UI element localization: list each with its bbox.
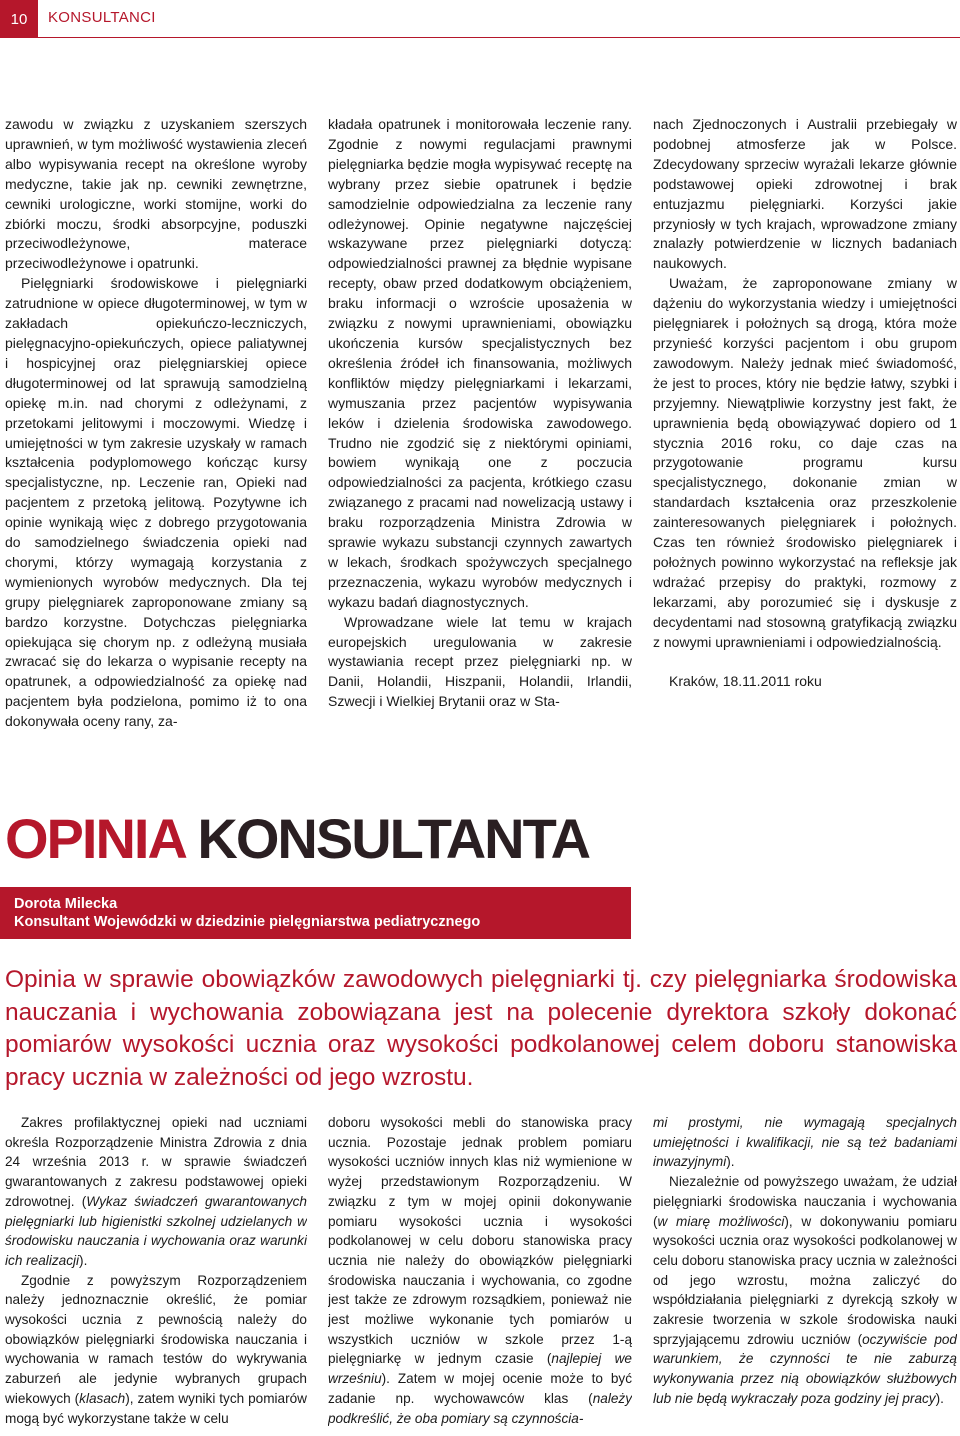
paragraph: Uważam, że zaproponowane zmiany w dążeniu do wykorzystania wiedzy i umiejętności pielęgniarek i położnych są drogą, która może przynieść korzyści pacjentom i obu grupom zawodowym. Należy jednak mieć świadomość, że jest to proces, który nie będzie łatwy, szybki i przyjemny. Niewątpliwie korzystny jest fakt, że uprawnienia będą obowiązywać dopiero od 1 stycznia 2016 roku, co daje czas na przygotowanie programu kursu specjalistycznego, dokonanie zmian w standardach kształcenia oraz przeszkolenie zainteresowanych pielęgniarek i położnych. Czas ten również środowisko pielęgniarek i położnych powinno wykorzystać na refleksje jak wdrażać przepisy do praktyki, rozmowy z lekarzami, aby porozumieć się i dyskusje z decydentami nad stosowną gratyfikacją związku z nowymi uprawnieniami i odpowiedzialnością. <box>653 275 957 650</box>
paragraph <box>328 1113 632 1428</box>
author-bar <box>0 887 631 939</box>
article-column-3 <box>653 115 957 755</box>
opinion-column-2 <box>328 1113 632 1431</box>
italic-text: najlepiej we wrześniu <box>328 1351 632 1387</box>
section-title-red: OPINIA <box>5 807 184 870</box>
opinion-column-1 <box>5 1113 307 1431</box>
text: ), zatem wyniki tych pomiarów mogą być wykorzystane także w celu <box>5 1390 307 1426</box>
text: doboru wysokości mebli do stanowiska pracy ucznia. Pozostaje jednak problem pomiaru wysokości uczniów innych klas niż wymienione w wyżej przedstawionym Rozporządzeniu. W związku z tym w mojej opinii dokonywanie pomiaru wysokości ucznia i wysokości podkolanowej w celu doboru stanowiska pracy ucznia nie należy do obowiązków pielęgniarki środowiska nauczania i wychowania, co zgodne jest także ze zdrowym rozsądkiem, ponieważ nie jest możliwe wykonanie tych pomiarów u wszystkich uczniów w szkole przez 1-ą pielęgniarkę w jednym czasie ( <box>328 1115 632 1367</box>
text: Zakres profilaktycznej opieki nad uczniami określa Rozporządzenie Ministra Zdrowia z dnia 24 września 2013 r. w sprawie świadczeń gwarantowanych z zakresu podstawowej opieki zdrowotnej. ( <box>5 1115 307 1209</box>
section-title <box>5 808 589 870</box>
paragraph <box>653 1172 957 1408</box>
italic-text: oczywiście pod warunkiem, że czynności te nie zaburzą wykonywania przez nią obowiązków służbowych lub nie będą wykraczały poza godziny jej pracy <box>653 1331 957 1406</box>
paragraph: zawodu w związku z uzyskaniem szerszych uprawnień, w tym możliwość wystawienia zleceń albo wypisywania recept na określone wyroby medyczne, takie jak np. cewniki zewnętrzne, cewniki urologiczne, worki stomijne, worki do zbiórki moczu, środki absorpcyjne, poduszki przeciwodleżynowe, materace przeciwodleżynowe i opatrunki. <box>5 116 307 272</box>
lead-question: Opinia w sprawie obowiązków zawodowych pielęgniarki tj. czy pielęgniarka środowiska nauczania i wychowania zobowiązana jest na polecenie dyrektora szkoły dokonać pomiarów wysokości ucznia oraz wysokości podkolanowej celem doboru stanowiska pracy ucznia w zależności od jego wzrostu. <box>5 966 957 1091</box>
paragraph <box>5 1113 307 1271</box>
text: ), w dokonywaniu pomiaru wysokości ucznia oraz wysokości podkolanowej w celu doboru stanowiska pracy ucznia w zależności od jego wzrostu, można zaliczyć do współdziałania pielęgniarki z dyrekcją szkoły w zakresie tworzenia w szkole środowiska nauki sprzyjającemu zdrowiu uczniów ( <box>653 1213 957 1347</box>
paragraph: Wprowadzane wiele lat temu w krajach europejskich uregulowania w zakresie wystawiania recept przez pielęgniarki np. w Danii, Holandii, Hiszpanii, Holandii, Irlandii, Szwecji i Wielkiej Brytanii oraz w Sta- <box>328 613 632 710</box>
header-rule <box>38 37 960 38</box>
text: ). <box>935 1390 944 1406</box>
paragraph: Pielęgniarki środowiskowe i pielęgniarki zatrudnione w opiece długoterminowej, w tym w zakładach opiekuńczo-leczniczych, pielęgnacyjno-opiekuńczych, opiece paliatywnej i hospicyjnej oraz pielęgniarskiej opiece długoterminowej od lat sprawują samodzielną opiekę m.in. nad chorymi z odleżynami, z przetokami jelitowymi i moczowymi. Wiedzę i umiejętności w tym zakresie uzyskały w ramach kształcenia podyplomowego kończąc kursy specjalistyczne, np. Leczenie ran, Opieki nad pacjentem z przetoką jelitową. Pozytywne ich opinie wynikają więc z dobrego przygotowania do samodzielnego świadczenia opieki nad chorymi, którzy wymagają korzystania z wymienionych wyrobów medycznych. Dla tej grupy pielęgniarek zaproponowane zmiany są bardzo korzystne. Dotychczas pielęgniarka opiekująca się chorym np. z odleżyną musiała zwracać się do lekarza o wypisanie recepty na opatrunek, a odpowiedzialność za opiekę nad pacjentem była podzielona, pomimo iż to ona dokonywała oceny rany, za- <box>5 275 307 730</box>
opinion-column-3 <box>653 1113 957 1431</box>
text: ). <box>79 1252 88 1268</box>
article-column-2 <box>328 115 632 755</box>
italic-text: klasach <box>79 1390 126 1406</box>
italic-text: Wykaz świadczeń gwarantowanych pielęgniarki lub higienistki szkolnej udzielanych w środowisku nauczania i wychowania oraz warunki ich realizacji <box>5 1193 307 1268</box>
paragraph <box>653 1113 957 1172</box>
article-date: Kraków, 18.11.2011 roku <box>669 673 822 690</box>
page-number: 10 <box>0 0 38 38</box>
paragraph: nach Zjednoczonych i Australii przebiegały w podobnej atmosferze jak w Polsce. Zdecydowany sprzeciw wyrażali lekarze głównie podstawowej opieki zdrowotnej i brak entuzjazmu pielęgniarki. Korzyści jakie przyniosły w tych krajach, wprowadzone zmiany znalazły potwierdzenie w licznych badaniach naukowych. <box>653 116 957 272</box>
text: Niezależnie od powyższego uważam, że udział pielęgniarki środowiska nauczania i wychowania ( <box>653 1174 957 1229</box>
author-name: Dorota Milecka <box>14 896 118 912</box>
paragraph <box>5 1271 307 1429</box>
italic-text: mi prostymi, nie wymagają specjalnych umiejętności i kwalifikacji, nie są też badaniami inwazyjnymi <box>653 1115 957 1170</box>
italic-text: w miarę możliwości <box>657 1213 785 1229</box>
paragraph: kładała opatrunek i monitorowała leczenie rany. Zgodnie z nowymi regulacjami prawnymi pielęgniarka będzie mogła wypisywać receptę na wybrany przez siebie opatrunek i będzie samodzielnie odpowiedzialna za leczenie rany odleżynowej. Opinie negatywne najczęściej wskazywane przez pielęgniarki dotyczą: odpowiedzialności prawnej za błędnie wypisane recepty, obaw przed dodatkowym obciążeniem, braku informacji o wzroście uposażenia w związku z nowymi uprawnieniami, obowiązku ukończenia kursów specjalistycznych bez określenia źródeł ich finansowania, możliwych konfliktów między pielęgniarkami i lekarzami, wymuszania przez pacjentów wypisywania leków i dzielenia środowiska zawodowego. Trudno nie zgodzić się z niektórymi opiniami, bowiem wynikają one z poczucia odpowiedzialności za pacjenta, krótkiego czasu związanego z pracami nad nowelizacją ustawy i braku rozporządzenia Ministra Zdrowia w sprawie wykazu substancji czynnych zawartych w lekach, środkach spożywczych specjalnego przeznaczenia, wykazu wyrobów medycznych i wykazu badań diagnostycznych. <box>328 116 632 610</box>
section-label: KONSULTANCI <box>48 9 156 26</box>
author-role: Konsultant Wojewódzki w dziedzinie pielęgniarstwa pediatrycznego <box>14 914 481 930</box>
article-column-1 <box>5 115 307 755</box>
italic-text: należy podkreślić, że oba pomiary są czynnościa- <box>328 1390 632 1426</box>
section-title-dark: KONSULTANTA <box>197 807 590 870</box>
text: ). <box>726 1154 735 1170</box>
text: Zgodnie z powyższym Rozporządzeniem należy jednoznacznie określić, że pomiar wysokości ucznia z pewnością należy do obowiązków pielęgniarki środowiska nauczania i wychowania w ramach testów do wykrywania zaburzeń ale jedynie wybranych grupach wiekowych ( <box>5 1272 307 1406</box>
text: ). Zatem w mojej ocenie może to być zadanie np. wychowawców klas ( <box>328 1371 632 1406</box>
